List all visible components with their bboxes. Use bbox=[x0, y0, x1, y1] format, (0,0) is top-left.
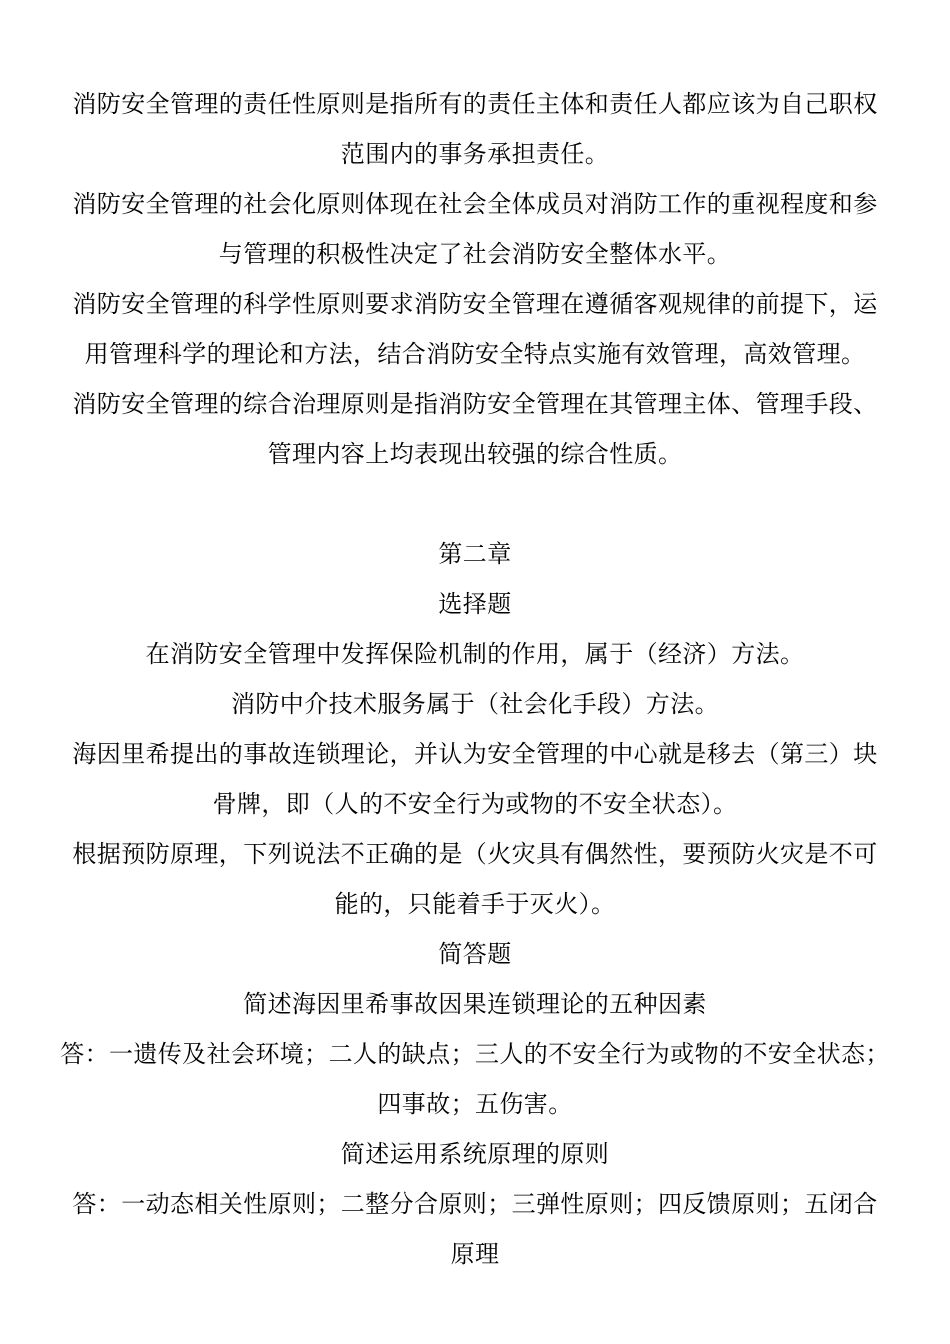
text-line: 与管理的积极性决定了社会消防安全整体水平。 bbox=[218, 240, 732, 268]
text-line: 能的，只能着手于灭火）。 bbox=[334, 890, 616, 918]
text-line: 根据预防原理，下列说法不正确的是（火灾具有偶然性，要预防火灾是不可 bbox=[72, 840, 878, 868]
question-text: 简述海因里希事故因果连锁理论的五种因素 bbox=[243, 990, 707, 1018]
short-answer-question-heinrich bbox=[50, 979, 900, 1029]
document-body bbox=[50, 79, 900, 1279]
text-line: 消防安全管理的科学性原则要求消防安全管理在遵循客观规律的前提下，运 bbox=[72, 290, 878, 318]
socialization-principle-paragraph bbox=[50, 179, 900, 279]
text-line: 海因里希提出的事故连锁理论，并认为安全管理的中心就是移去（第三）块 bbox=[72, 740, 878, 768]
text-line: 用管理科学的理论和方法，结合消防安全特点实施有效管理，高效管理。 bbox=[84, 340, 866, 368]
text-line: 消防安全管理的综合治理原则是指消防安全管理在其管理主体、管理手段、 bbox=[72, 390, 878, 418]
section-spacer bbox=[50, 479, 900, 529]
answer-line: 四事故；五伤害。 bbox=[377, 1090, 573, 1118]
responsibility-principle-paragraph bbox=[50, 79, 900, 179]
text-line: 在消防安全管理中发挥保险机制的作用，属于（经济）方法。 bbox=[145, 640, 805, 668]
question-text: 简述运用系统原理的原则 bbox=[340, 1140, 610, 1168]
question-intermediary-service bbox=[50, 679, 900, 729]
multiple-choice-heading bbox=[50, 579, 900, 629]
question-heinrich-domino bbox=[50, 729, 900, 829]
chapter-title bbox=[50, 529, 900, 579]
scientific-principle-paragraph bbox=[50, 279, 900, 379]
comprehensive-governance-paragraph bbox=[50, 379, 900, 479]
question-prevention-principle bbox=[50, 829, 900, 929]
text-line: 范围内的事务承担责任。 bbox=[340, 140, 610, 168]
heading-text: 选择题 bbox=[438, 590, 512, 618]
heading-text: 简答题 bbox=[438, 940, 512, 968]
answer-line: 答：一动态相关性原则；二整分合原则；三弹性原则；四反馈原则；五闭合 bbox=[72, 1190, 878, 1218]
text-line: 管理内容上均表现出较强的综合性质。 bbox=[267, 440, 683, 468]
short-answer-heading bbox=[50, 929, 900, 979]
text-line: 消防安全管理的责任性原则是指所有的责任主体和责任人都应该为自己职权 bbox=[72, 90, 878, 118]
answer-line: 原理 bbox=[450, 1240, 500, 1268]
chapter-title-text: 第二章 bbox=[438, 540, 512, 568]
answer-line: 答：一遗传及社会环境；二人的缺点；三人的不安全行为或物的不安全状态； bbox=[60, 1040, 890, 1068]
question-insurance-mechanism bbox=[50, 629, 900, 679]
text-line: 消防中介技术服务属于（社会化手段）方法。 bbox=[231, 690, 719, 718]
short-answer-answer-system-principle bbox=[50, 1179, 900, 1279]
text-line: 消防安全管理的社会化原则体现在社会全体成员对消防工作的重视程度和参 bbox=[72, 190, 878, 218]
short-answer-answer-heinrich bbox=[50, 1029, 900, 1129]
text-line: 骨牌，即（人的不安全行为或物的不安全状态）。 bbox=[212, 790, 738, 818]
short-answer-question-system-principle bbox=[50, 1129, 900, 1179]
